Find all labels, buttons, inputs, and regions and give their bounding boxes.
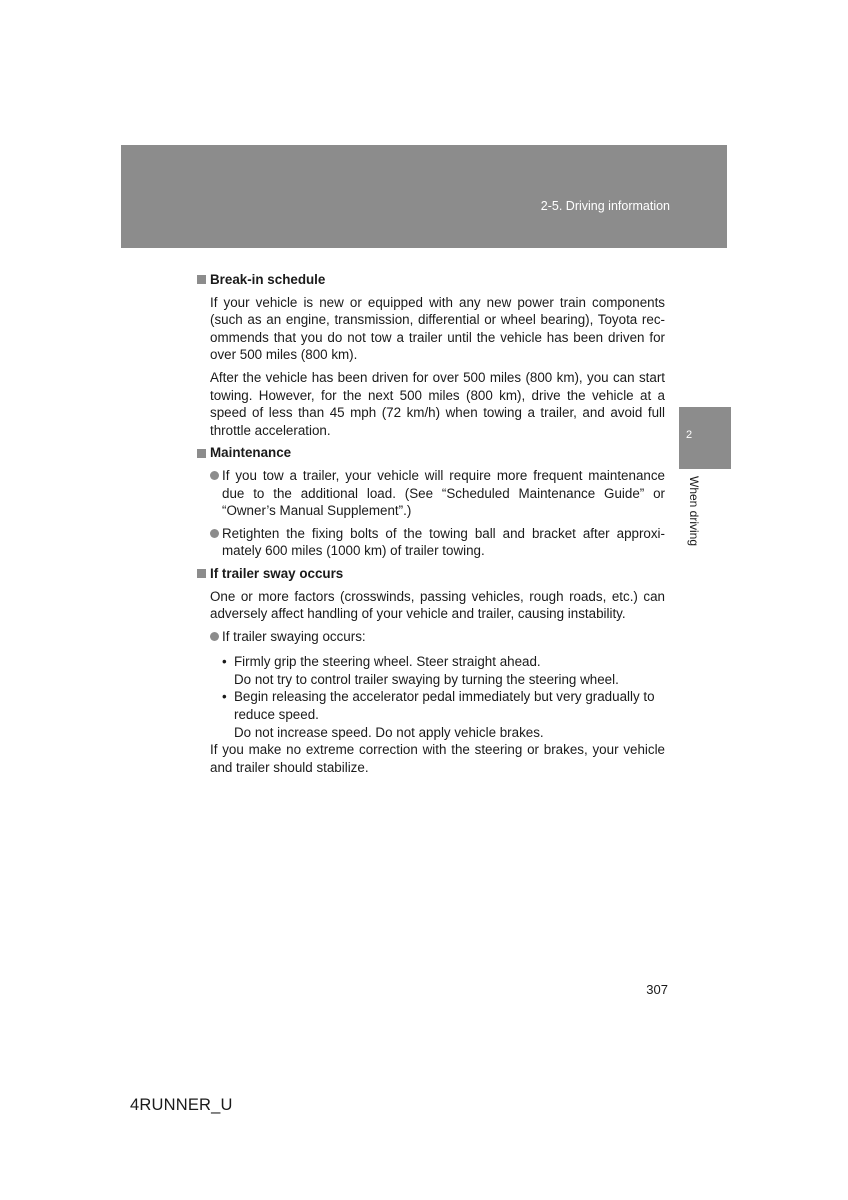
square-bullet-icon [197, 275, 206, 284]
chapter-number: 2 [686, 429, 693, 441]
circle-bullet-icon [210, 529, 219, 538]
paragraph: One or more factors (crosswinds, passing vehicles, rough roads, etc.) can adversely affect handling of your vehicle and trailer, causing instability. [210, 588, 665, 622]
square-bullet-icon [197, 569, 206, 578]
sub-list-item [222, 688, 665, 723]
heading-text: Break-in schedule [210, 272, 326, 287]
list-item-text: If trailer swaying occurs: [222, 628, 366, 644]
list-item [222, 628, 665, 646]
section-heading-break-in [197, 271, 665, 289]
sub-list-item [222, 653, 665, 671]
paragraph: If your vehicle is new or equipped with any new power train components (such as an engine, transmission, differential or wheel bearing), Toyota rec- ommends that you do not tow a trailer until the vehicle has been driven for over 500 miles (800 km). [210, 294, 665, 363]
dot-bullet: • [222, 689, 227, 705]
paragraph: After the vehicle has been driven for over 500 miles (800 km), you can start towing. However, for the next 500 miles (800 km), drive the vehicle at a speed of less than 45 mph (72 km/h) when towing a trailer, and avoid full throttle acceleration. [210, 369, 665, 438]
circle-bullet-icon [210, 632, 219, 641]
model-code: 4RUNNER_U [130, 1096, 233, 1114]
square-bullet-icon [197, 449, 206, 458]
circle-bullet-icon [210, 471, 219, 480]
list-item-text: Retighten the fixing bolts of the towing ball and bracket after approxi- mately 600 miles (1000 km) of trailer towing. [222, 525, 665, 559]
sub-item-text: Firmly grip the steering wheel. Steer straight ahead. [234, 654, 541, 670]
chapter-tab [679, 407, 731, 469]
paragraph: If you make no extreme correction with the steering or brakes, your vehicle and trailer should stabilize. [210, 742, 665, 775]
sub-item-text: Begin releasing the accelerator pedal immediately but very gradually to reduce speed. [234, 689, 655, 723]
section-title: 2-5. Driving information [540, 199, 670, 213]
list-item-text: If you tow a trailer, your vehicle will require more frequent maintenance due to the additional load. (See “Scheduled Maintenance Guide” or “Owner’s Manual Supplement”.) [222, 467, 665, 519]
list-item [222, 525, 665, 560]
chapter-title: When driving [687, 476, 701, 547]
heading-text: If trailer sway occurs [210, 565, 344, 581]
section-heading-sway [197, 565, 665, 583]
sub-item-note: Do not increase speed. Do not apply vehicle brakes. [234, 724, 544, 740]
page-number: 307 [646, 982, 668, 997]
dot-bullet: • [222, 654, 227, 670]
header-band [121, 145, 727, 248]
heading-text: Maintenance [210, 445, 292, 461]
sub-item-note: Do not try to control trailer swaying by turning the steering wheel. [234, 671, 619, 687]
list-item [222, 467, 665, 520]
section-heading-maintenance [197, 444, 665, 462]
page-content [197, 271, 665, 776]
